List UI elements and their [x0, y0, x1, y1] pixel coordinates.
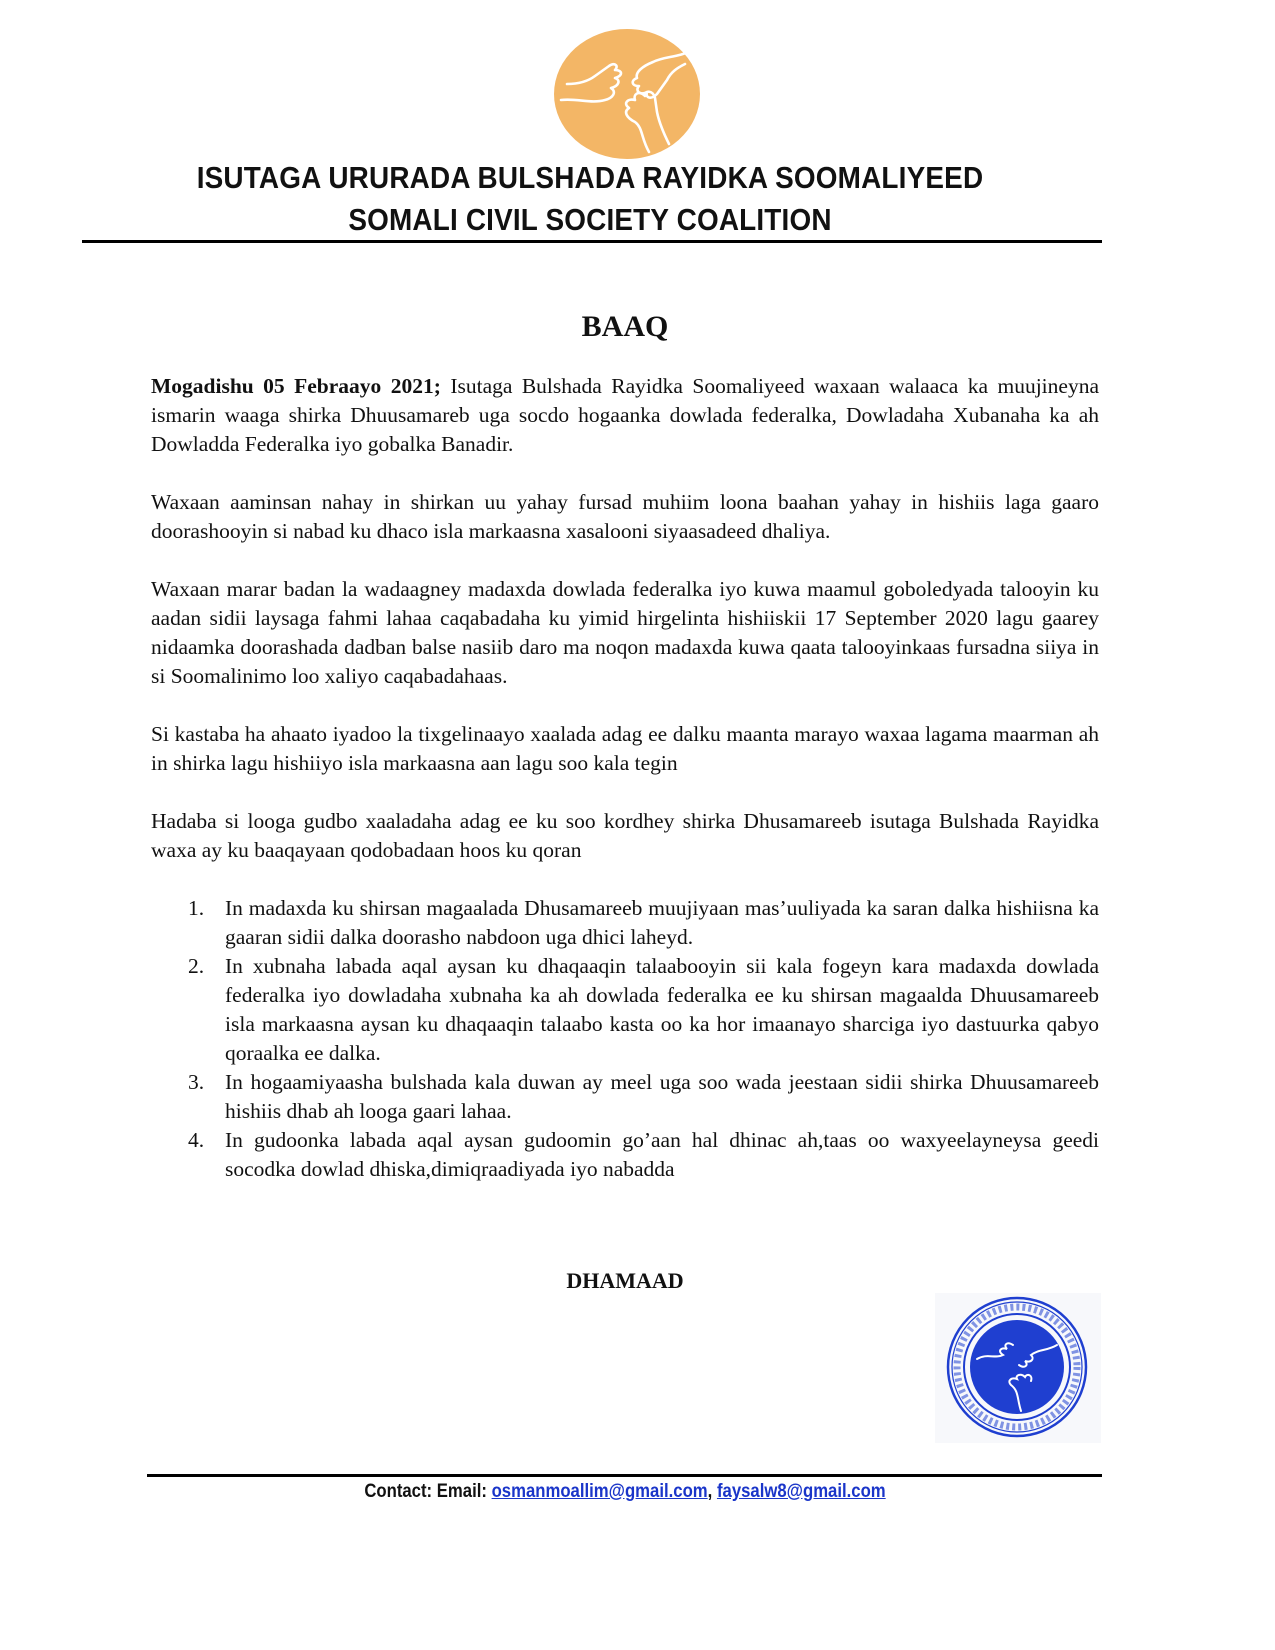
- email-separator: ,: [707, 1481, 717, 1502]
- dateline: Mogadishu 05 Febraayo 2021;: [151, 374, 441, 398]
- organization-stamp-icon: [935, 1293, 1101, 1443]
- contact-footer: [75, 1481, 1175, 1503]
- list-item: 1. In madaxda ku shirsan magaalada Dhusamareeb muujiyaan mas’uuliyada ka saran dalka hishiisna ka gaaran sidii dalka doorasho nabdoon uga dhici laheyd.: [188, 896, 1099, 949]
- closing-text: DHAMAAD: [566, 1268, 684, 1293]
- three-hands-logo-icon: [553, 28, 701, 160]
- paragraph: Waxaan aaminsan nahay in shirkan uu yahay fursad muhiim loona baahan yahay in hishiis laga gaaro doorashooyin si nabad ku dhaco isla markaasna xasalooni siyaasadeed dhaliya.: [151, 490, 1099, 543]
- intro-paragraph: [151, 372, 1099, 459]
- organization-title-english: SOMALI CIVIL SOCIETY COALITION: [348, 202, 832, 237]
- document-body: [151, 372, 1099, 1184]
- demands-list: [151, 894, 1099, 1184]
- paragraph: Hadaba si looga gudbo xaaladaha adag ee ku soo kordhey shirka Dhusamareeb isutaga Bulshada Rayidka waxa ay ku baaqayaan qodobadaan hoos ku qoran: [151, 809, 1099, 862]
- paragraph: Waxaan marar badan la wadaagney madaxda dowlada federalka iyo kuwa maamul goboledyada talooyin ku aadan sidii laysaga fahmi lahaa caqabadaha ku yimid hirgelinta hishiiskii 17 September 2020 lagu gaarey nidaamka doorashada dadban balse nasiib daro ma noqon madaxda kuwa qaata talooyinkaas fursadna siiya in si Soomalinimo loo xaliyo caqabadahaas.: [151, 577, 1099, 688]
- list-item: 3. In hogaamiyaasha bulshada kala duwan ay meel uga soo wada jeestaan sidii shirka Dhuusamareeb hishiis dhab ah looga gaari lahaa.: [188, 1070, 1099, 1123]
- intro-text: Isutaga Bulshada Rayidka Soomaliyeed waxaan walaaca ka muujineyna ismarin waaga shirka Dhuusamareb uga socdo hogaanka dowlada federalka, Dowladaha Xubanaha ka ah Dowladda Federalka iyo gobalka Banadir.: [151, 374, 1099, 456]
- list-item: 2. In xubnaha labada aqal aysan ku dhaqaaqin talaabooyin sii kala fogeyn kara madaxda dowlada federalka iyo dowladaha xubnaha ka ah dowlada federalka ee ku shirsan magaalda Dhuusamareeb isla markaasna aysan ku dhaqaaqin talaabo kasta oo ka hor imaanayo sharciga iyo dastuurka qabyo qoraalka ee dalka.: [188, 954, 1099, 1065]
- contact-label: Contact: Email:: [364, 1481, 492, 1502]
- email-link-faysal[interactable]: faysalw8@gmail.com: [716, 1481, 886, 1502]
- footer-divider: [147, 1474, 1102, 1477]
- document-heading: BAAQ: [581, 310, 669, 343]
- paragraph: Si kastaba ha ahaato iyadoo la tixgelinaayo xaalada adag ee dalku maanta marayo waxaa lagama maarman ah in shirka lagu hishiiyo isla markaasna aan lagu soo kala tegin: [151, 722, 1099, 775]
- email-link-osman[interactable]: osmanmoallim@gmail.com: [491, 1481, 708, 1502]
- organization-title-somali: ISUTAGA URURADA BULSHADA RAYIDKA SOOMALIYEED: [196, 160, 984, 195]
- header-divider: [82, 240, 1102, 243]
- list-item: 4. In gudoonka labada aqal aysan gudoomin go’aan hal dhinac ah,taas oo waxyeelayneysa geedi socodka dowlad dhiska,dimiqraadiyada iyo nabadda: [188, 1128, 1099, 1181]
